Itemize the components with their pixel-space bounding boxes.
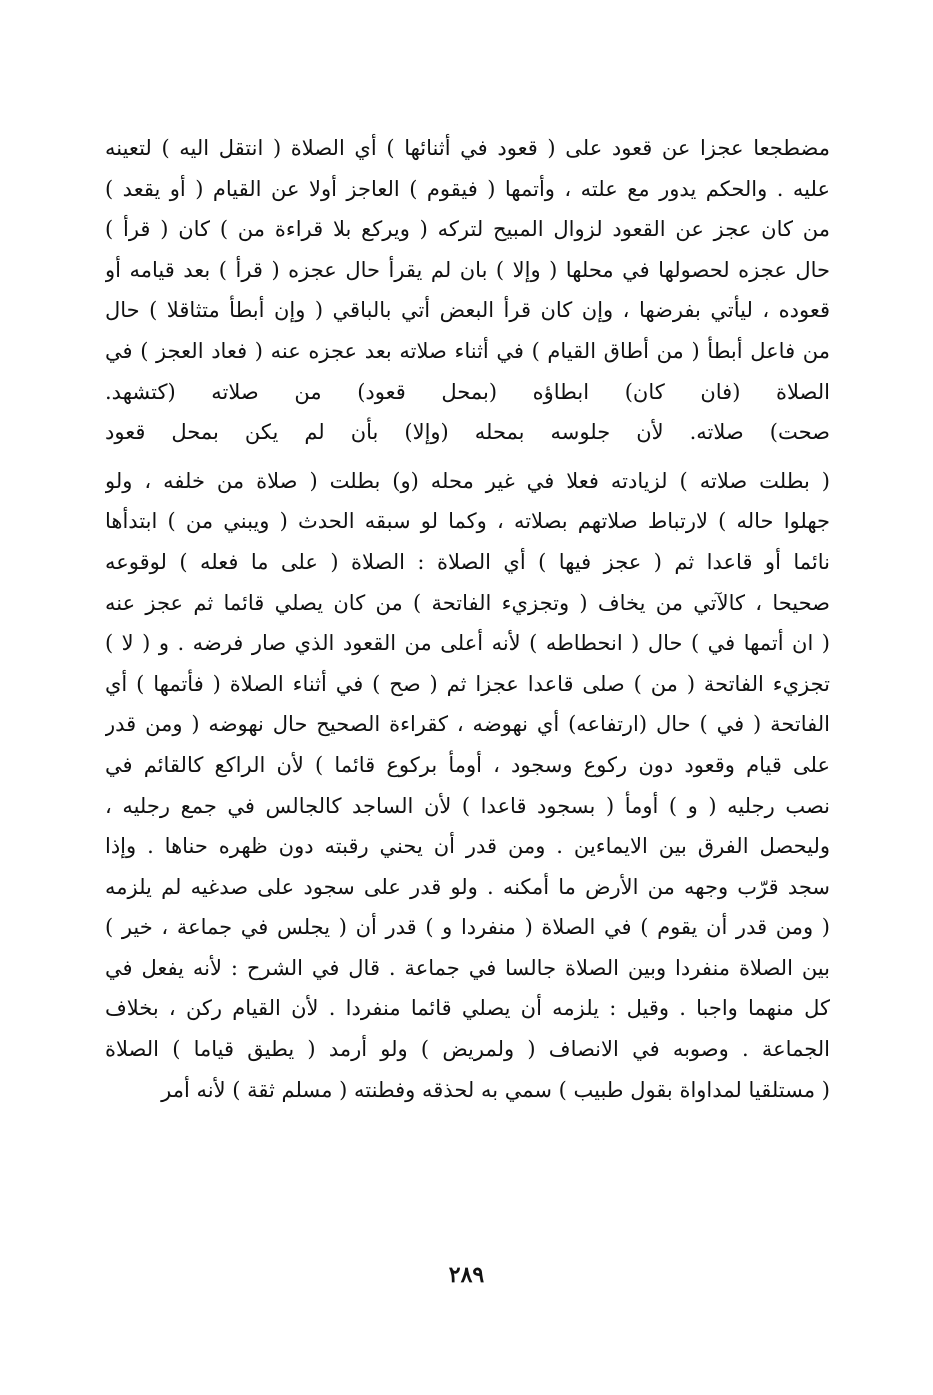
- text-line: ( بطلت صلاته ) لزيادته فعلا في غير محله (و) بطلت ( صلاة من خلفه ، ولو: [105, 468, 830, 493]
- text-line: على قيام وقعود دون ركوع وسجود ، أومأ بركوع قائما ) لأن الراكع كالقائم في: [105, 752, 830, 777]
- text-line: الفاتحة ( في ) حال (ارتفاعه) أي نهوضه ، كقراءة الصحيح حال نهوضه ( ومن قدر: [105, 712, 830, 737]
- text-line: من فاعل أبطأ ( من أطاق القيام ) في أثناء صلاته بعد عجزه عنه ( فعاد العجز ) في: [105, 338, 830, 363]
- page-number: ٢٨٩: [448, 1262, 485, 1288]
- text-line: ( ان أتمها في ) حال ( انحطاطه ) لأنه أعلى من القعود الذي صار فرضه . و ( لا ): [105, 631, 830, 656]
- text-line: الصلاة (فان كان) ابطاؤه (بمحل قعود) من صلاته (كتشهد.: [105, 379, 830, 404]
- text-line: نصب رجليه ( و ) أومأ ( بسجود قاعدا ) لأن الساجد كالجالس في جمع رجليه ،: [105, 793, 830, 818]
- text-line: صحت) صلاته. لأن جلوسه بمحله (وإلا) بأن لم يكن بمحل قعود: [105, 420, 830, 445]
- text-line: وليحصل الفرق بين الايماءين . ومن قدر أن يحني رقبته دون ظهره حناها . وإذا: [105, 834, 830, 859]
- text-line: حال عجزه لحصولها في محلها ( وإلا ) بان لم يقرأ حال عجزه ( قرأ ) بعد قيامه أو: [105, 257, 830, 282]
- text-line: الجماعة . وصوبه في الانصاف ( ولمريض ) ولو أرمد ( يطيق قياما ) الصلاة: [105, 1037, 830, 1062]
- text-line: صحيحا ، كالآتي من يخاف ( وتجزيء الفاتحة ) من كان يصلي قائما ثم عجز عنه: [105, 590, 830, 615]
- text-line: من كان عجز عن القعود لزوال المبيح لتركه ( ويركع بلا قراءة من ) كان ( قرأ ): [105, 217, 830, 242]
- body-text: [105, 128, 830, 1110]
- text-line: مضطجعا عجزا عن قعود على ( قعود في أثنائها ) أي الصلاة ( انتقل اليه ) لتعينه: [105, 136, 830, 160]
- text-line: بين الصلاة منفردا وبين الصلاة جالسا في جماعة . قال في الشرح : لأنه يفعل في: [105, 955, 830, 980]
- text-line: سجد قرّب وجهه من الأرض ما أمكنه . ولو قدر على سجود على صدغيه لم يلزمه: [105, 874, 830, 899]
- text-line: نائما أو قاعدا ثم ( عجز فيها ) أي الصلاة : الصلاة ( على ما فعله ) لوقوعه: [105, 549, 830, 574]
- text-line: قعوده ، ليأتي بفرضها ، وإن كان قرأ البعض أتي بالباقي ( وإن أبطأ متثاقلا ) حال: [105, 298, 830, 323]
- text-line: كل منهما واجبا . وقيل : يلزمه أن يصلي قائما منفردا . لأن القيام ركن ، بخلاف: [105, 996, 830, 1021]
- text-line: تجزيء الفاتحة ( من ) صلى قاعدا عجزا ثم ( صح ) في أثناء الصلاة ( فأتمها ) أي: [105, 671, 830, 696]
- text-line: عليه . والحكم يدور مع علته ، وأتمها ( فيقوم ) العاجز أولا عن القيام ( أو يقعد ): [105, 176, 830, 201]
- text-line: ( ومن قدر أن يقوم ) في الصلاة ( منفردا و ) قدر أن ( يجلس في جماعة ، خير ): [105, 915, 830, 940]
- text-line: ( مستلقيا لمداواة بقول طبيب ) سمي به لحذقه وفطنته ( مسلم ثقة ) لأنه أمر: [161, 1077, 830, 1102]
- text-line: جهلوا حاله ) لارتباط صلاتهم بصلاته ، وكما لو سبقه الحدث ( ويبني من ) ابتدأها: [105, 509, 830, 534]
